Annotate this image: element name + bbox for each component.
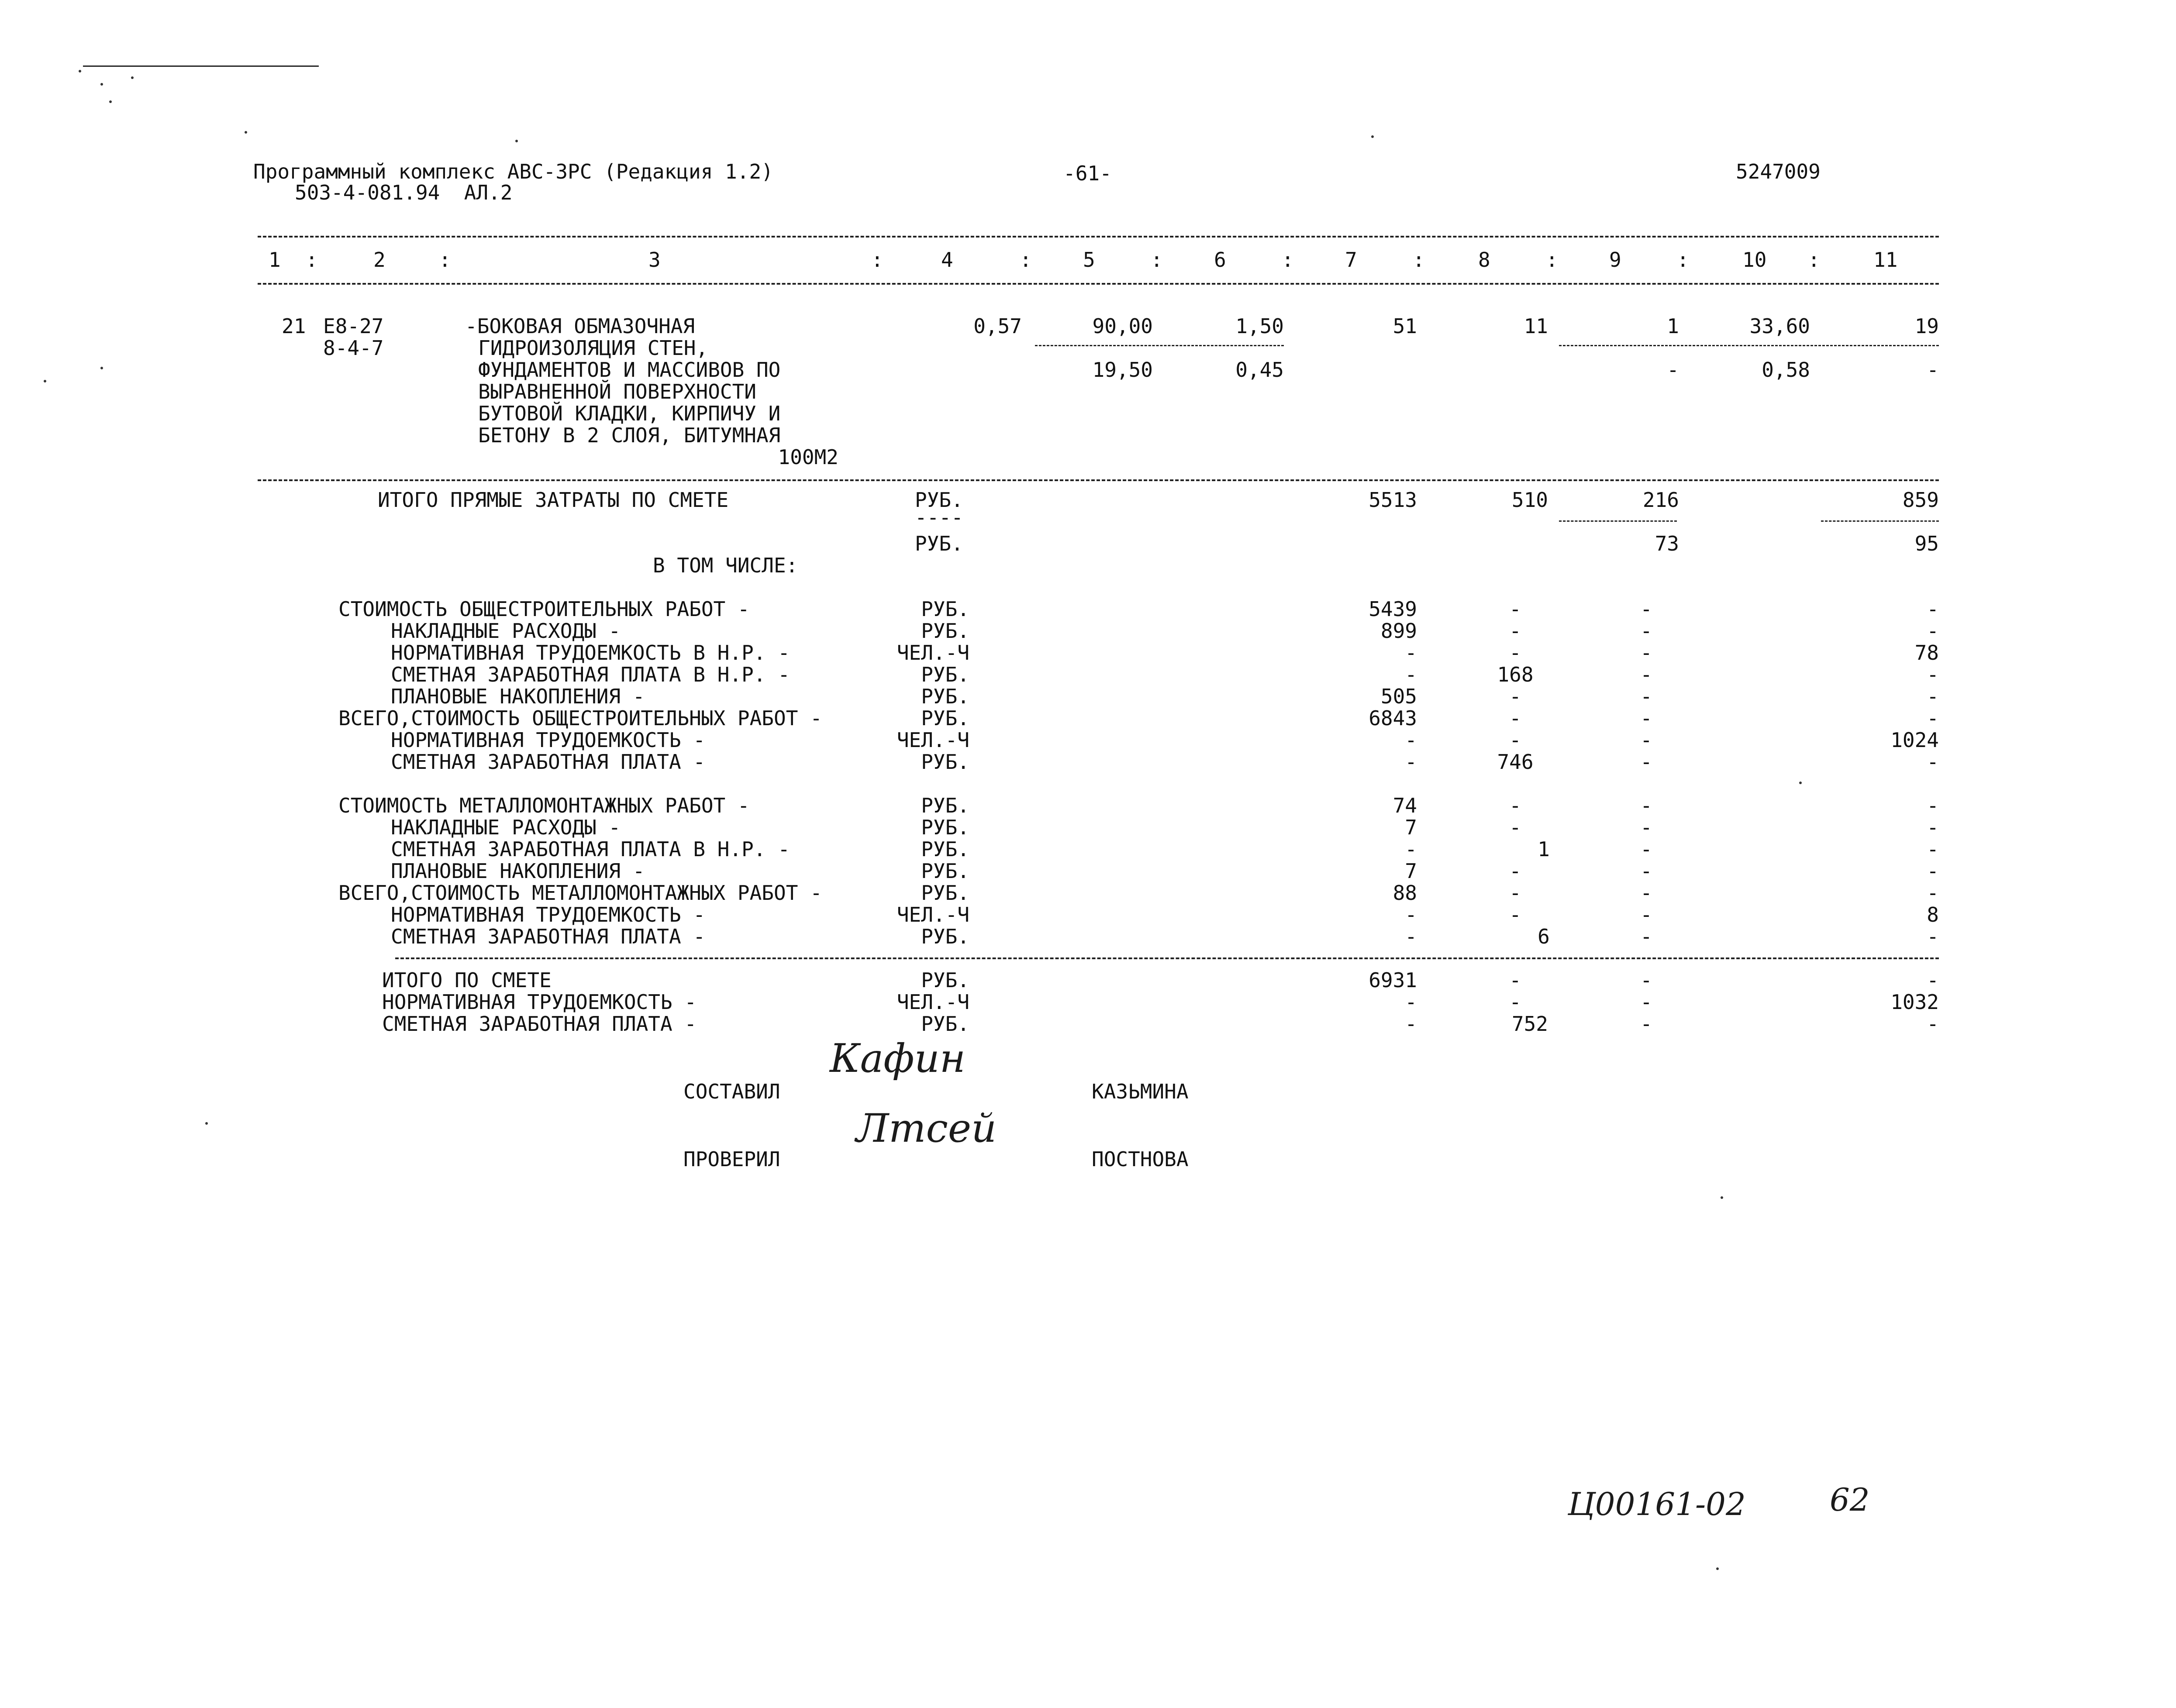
row-unit: РУБ.: [921, 794, 969, 817]
row-c11: -: [1927, 663, 1939, 686]
col-11: 11: [1873, 248, 1898, 272]
row-unit: РУБ.: [921, 619, 969, 643]
row-c9: -: [1640, 881, 1652, 905]
row-c11: 1032: [1890, 990, 1939, 1014]
row-c7: -: [1405, 750, 1417, 774]
row-label: СТОИМОСТЬ МЕТАЛЛОМОНТАЖНЫХ РАБОТ -: [338, 794, 750, 817]
row-c11: 8: [1927, 903, 1939, 926]
col-separator: :: [1808, 248, 1820, 272]
row-c9: -: [1640, 990, 1652, 1014]
row-label: СМЕТНАЯ ЗАРАБОТНАЯ ПЛАТА -: [391, 750, 706, 774]
row-label: СТОИМОСТЬ ОБЩЕСТРОИТЕЛЬНЫХ РАБОТ -: [338, 597, 750, 621]
row-c11: -: [1927, 816, 1939, 839]
row-label: ВСЕГО,СТОИМОСТЬ ОБЩЕСТРОИТЕЛЬНЫХ РАБОТ -: [338, 706, 822, 730]
row-c9: -: [1640, 837, 1652, 861]
row-c7: -: [1405, 990, 1417, 1014]
row-c8: -: [1509, 816, 1521, 839]
scan-speck: [100, 83, 103, 86]
row-unit: РУБ.: [921, 663, 969, 686]
col-separator: :: [1546, 248, 1558, 272]
row-c9: -: [1640, 685, 1652, 708]
header-rule-top: [258, 236, 1939, 238]
direct-totals-unit: РУБ.: [915, 488, 963, 512]
direct-totals-c9b: 73: [1655, 532, 1679, 555]
row-c7: 74: [1393, 794, 1417, 817]
row-c11: -: [1927, 859, 1939, 883]
col-separator: :: [439, 248, 451, 272]
row-c7: 7: [1405, 859, 1417, 883]
scan-speck: [79, 70, 81, 72]
row-label: НОРМАТИВНАЯ ТРУДОЕМКОСТЬ В Н.Р. -: [391, 641, 790, 665]
item-description-line: ВЫРАВНЕННОЙ ПОВЕРХНОСТИ: [478, 380, 756, 403]
row-label: НАКЛАДНЫЕ РАСХОДЫ -: [391, 816, 621, 839]
section-rule: [395, 957, 1939, 959]
direct-totals-label: ИТОГО ПРЯМЫЕ ЗАТРАТЫ ПО СМЕТЕ: [378, 488, 729, 512]
row-unit: РУБ.: [921, 597, 969, 621]
compiled-name: КАЗЬМИНА: [1092, 1080, 1189, 1103]
scan-speck: [245, 131, 247, 134]
row-c7: -: [1405, 641, 1417, 665]
row-c9: -: [1640, 750, 1652, 774]
row-label: НОРМАТИВНАЯ ТРУДОЕМКОСТЬ -: [382, 990, 697, 1014]
item-c8: 11: [1524, 314, 1548, 338]
including-heading: В ТОМ ЧИСЛЕ:: [653, 554, 798, 577]
row-unit: РУБ.: [921, 837, 969, 861]
col-10: 10: [1742, 248, 1767, 272]
checked-name: ПОСТНОВА: [1092, 1147, 1189, 1171]
row-c11: -: [1927, 1012, 1939, 1036]
row-c11: -: [1927, 925, 1939, 948]
row-c11: -: [1927, 619, 1939, 643]
row-c9: -: [1640, 597, 1652, 621]
row-c8: -: [1509, 619, 1521, 643]
row-label: ПЛАНОВЫЕ НАКОПЛЕНИЯ -: [391, 859, 645, 883]
direct-totals-c7: 5513: [1369, 488, 1417, 512]
archive-number: Ц00161-02: [1568, 1486, 1746, 1522]
item-underline: [1559, 345, 1939, 346]
direct-totals-c9: 216: [1642, 488, 1679, 512]
row-c7: 7: [1405, 816, 1417, 839]
row-c11: -: [1927, 597, 1939, 621]
row-c7: 6931: [1369, 968, 1417, 992]
row-c11: -: [1927, 837, 1939, 861]
scan-speck: [44, 380, 46, 382]
item-description-line: БЕТОНУ В 2 СЛОЯ, БИТУМНАЯ: [478, 424, 781, 447]
scan-speck: [205, 1122, 208, 1125]
direct-totals-c8: 510: [1511, 488, 1548, 512]
col-8: 8: [1478, 248, 1490, 272]
checked-signature: Лтсей: [856, 1105, 997, 1151]
row-c9: -: [1640, 925, 1652, 948]
scan-speck: [109, 100, 112, 103]
item-number: 21: [282, 314, 306, 338]
row-c8: -: [1509, 794, 1521, 817]
row-unit: РУБ.: [921, 1012, 969, 1036]
row-label: СМЕТНАЯ ЗАРАБОТНАЯ ПЛАТА В Н.Р. -: [391, 663, 790, 686]
row-c11: -: [1927, 968, 1939, 992]
row-c8: 1: [1538, 837, 1550, 861]
row-c9: -: [1640, 706, 1652, 730]
item-description-line: БУТОВОЙ КЛАДКИ, КИРПИЧУ И: [478, 402, 781, 425]
row-c7: 505: [1380, 685, 1417, 708]
item-c11-top: 19: [1914, 314, 1939, 338]
item-description-line: ГИДРОИЗОЛЯЦИЯ СТЕН,: [478, 336, 708, 360]
row-c11: 78: [1914, 641, 1939, 665]
row-c8: -: [1509, 728, 1521, 752]
row-unit: РУБ.: [921, 881, 969, 905]
row-unit: ЧЕЛ.-Ч: [897, 641, 969, 665]
row-c9: -: [1640, 816, 1652, 839]
col-1: 1: [269, 248, 281, 272]
scan-speck: [131, 76, 134, 79]
col-separator: :: [1677, 248, 1689, 272]
row-c8: 168: [1497, 663, 1534, 686]
direct-totals-underline: [1821, 520, 1939, 522]
row-c11: -: [1927, 881, 1939, 905]
col-separator: :: [1151, 248, 1163, 272]
row-unit: РУБ.: [921, 925, 969, 948]
row-unit: ЧЕЛ.-Ч: [897, 903, 969, 926]
row-unit: ЧЕЛ.-Ч: [897, 728, 969, 752]
item-c11-bottom: -: [1927, 358, 1939, 382]
header-rule-bottom: [258, 283, 1939, 285]
scan-speck: [1721, 1196, 1723, 1199]
direct-totals-unit-2: РУБ.: [915, 532, 963, 555]
item-c5-bottom: 19,50: [1092, 358, 1153, 382]
item-underline: [1035, 345, 1284, 346]
scan-speck: [100, 367, 103, 369]
row-label: НАКЛАДНЫЕ РАСХОДЫ -: [391, 619, 621, 643]
row-c8: -: [1509, 968, 1521, 992]
item-code: Е8-27: [323, 314, 384, 338]
item-subcode: 8-4-7: [323, 336, 384, 360]
row-unit: РУБ.: [921, 685, 969, 708]
scan-speck: [1371, 135, 1374, 138]
row-c8: 746: [1497, 750, 1534, 774]
row-c8: -: [1509, 641, 1521, 665]
row-c9: -: [1640, 859, 1652, 883]
compiled-signature: Кафин: [830, 1036, 966, 1081]
row-c8: -: [1509, 859, 1521, 883]
row-c8: -: [1509, 597, 1521, 621]
row-c11: -: [1927, 794, 1939, 817]
col-separator: :: [1020, 248, 1032, 272]
item-c7: 51: [1393, 314, 1417, 338]
col-separator: :: [306, 248, 318, 272]
row-c8: -: [1509, 990, 1521, 1014]
row-c7: 88: [1393, 881, 1417, 905]
row-label: ПЛАНОВЫЕ НАКОПЛЕНИЯ -: [391, 685, 645, 708]
row-c9: -: [1640, 968, 1652, 992]
row-unit: РУБ.: [921, 859, 969, 883]
row-c9: -: [1640, 1012, 1652, 1036]
item-c6-top: 1,50: [1235, 314, 1284, 338]
item-c9-bottom: -: [1667, 358, 1679, 382]
col-6: 6: [1214, 248, 1226, 272]
row-label: НОРМАТИВНАЯ ТРУДОЕМКОСТЬ -: [391, 903, 706, 926]
row-c8: -: [1509, 903, 1521, 926]
item-description-line: ФУНДАМЕНТОВ И МАССИВОВ ПО: [478, 358, 781, 382]
row-label: СМЕТНАЯ ЗАРАБОТНАЯ ПЛАТА -: [382, 1012, 697, 1036]
col-separator: :: [1413, 248, 1425, 272]
scan-mark: [83, 65, 319, 67]
row-label: СМЕТНАЯ ЗАРАБОТНАЯ ПЛАТА В Н.Р. -: [391, 837, 790, 861]
col-separator: :: [1282, 248, 1294, 272]
col-9: 9: [1609, 248, 1621, 272]
direct-totals-c11b: 95: [1914, 532, 1939, 555]
col-7: 7: [1345, 248, 1357, 272]
item-unit: 100М2: [778, 445, 838, 469]
item-description-line: -БОКОВАЯ ОБМАЗОЧНАЯ: [465, 314, 695, 338]
row-c7: -: [1405, 903, 1417, 926]
row-unit: ЧЕЛ.-Ч: [897, 990, 969, 1014]
row-c9: -: [1640, 619, 1652, 643]
item-c10-top: 33,60: [1749, 314, 1810, 338]
scan-speck: [515, 140, 518, 142]
row-label: ВСЕГО,СТОИМОСТЬ МЕТАЛЛОМОНТАЖНЫХ РАБОТ -: [338, 881, 822, 905]
row-c9: -: [1640, 728, 1652, 752]
row-c7: -: [1405, 728, 1417, 752]
row-c8: -: [1509, 881, 1521, 905]
row-c7: 5439: [1369, 597, 1417, 621]
item-c5-top: 90,00: [1092, 314, 1153, 338]
direct-totals-unit-dash: ----: [915, 506, 963, 529]
doc-code: 503-4-081.94 АЛ.2: [295, 181, 513, 204]
compiled-label: СОСТАВИЛ: [683, 1080, 780, 1103]
row-c7: 899: [1380, 619, 1417, 643]
row-label: ИТОГО ПО СМЕТЕ: [382, 968, 552, 992]
row-label: НОРМАТИВНАЯ ТРУДОЕМКОСТЬ -: [391, 728, 706, 752]
row-c7: -: [1405, 1012, 1417, 1036]
row-c8: 752: [1511, 1012, 1548, 1036]
row-c7: 6843: [1369, 706, 1417, 730]
direct-totals-c11: 859: [1902, 488, 1939, 512]
row-c9: -: [1640, 903, 1652, 926]
row-c7: -: [1405, 925, 1417, 948]
row-label: СМЕТНАЯ ЗАРАБОТНАЯ ПЛАТА -: [391, 925, 706, 948]
row-c7: -: [1405, 837, 1417, 861]
row-unit: РУБ.: [921, 706, 969, 730]
row-c11: -: [1927, 706, 1939, 730]
doc-id: 5247009: [1736, 160, 1821, 183]
item-c9-top: 1: [1667, 314, 1679, 338]
row-c7: -: [1405, 663, 1417, 686]
item-c10-bottom: 0,58: [1762, 358, 1810, 382]
row-c9: -: [1640, 641, 1652, 665]
row-c8: -: [1509, 685, 1521, 708]
item-c6-bottom: 0,45: [1235, 358, 1284, 382]
row-unit: РУБ.: [921, 968, 969, 992]
program-title: Программный комплекс АВС-3РС (Редакция 1.2): [253, 160, 773, 183]
direct-totals-underline: [1559, 520, 1677, 522]
row-c8: 6: [1538, 925, 1550, 948]
col-4: 4: [941, 248, 953, 272]
row-unit: РУБ.: [921, 816, 969, 839]
col-2: 2: [373, 248, 386, 272]
row-c8: -: [1509, 706, 1521, 730]
section-rule: [258, 479, 1939, 481]
col-5: 5: [1083, 248, 1095, 272]
row-c11: 1024: [1890, 728, 1939, 752]
item-c4: 0,57: [973, 314, 1022, 338]
row-c11: -: [1927, 750, 1939, 774]
scan-speck: [1716, 1567, 1719, 1570]
page-number: -61-: [1063, 162, 1112, 185]
checked-label: ПРОВЕРИЛ: [683, 1147, 780, 1171]
row-c9: -: [1640, 663, 1652, 686]
row-c9: -: [1640, 794, 1652, 817]
row-c11: -: [1927, 685, 1939, 708]
archive-page: 62: [1830, 1481, 1870, 1518]
col-separator: :: [871, 248, 883, 272]
scan-speck: [1799, 782, 1802, 784]
col-3: 3: [648, 248, 661, 272]
row-unit: РУБ.: [921, 750, 969, 774]
